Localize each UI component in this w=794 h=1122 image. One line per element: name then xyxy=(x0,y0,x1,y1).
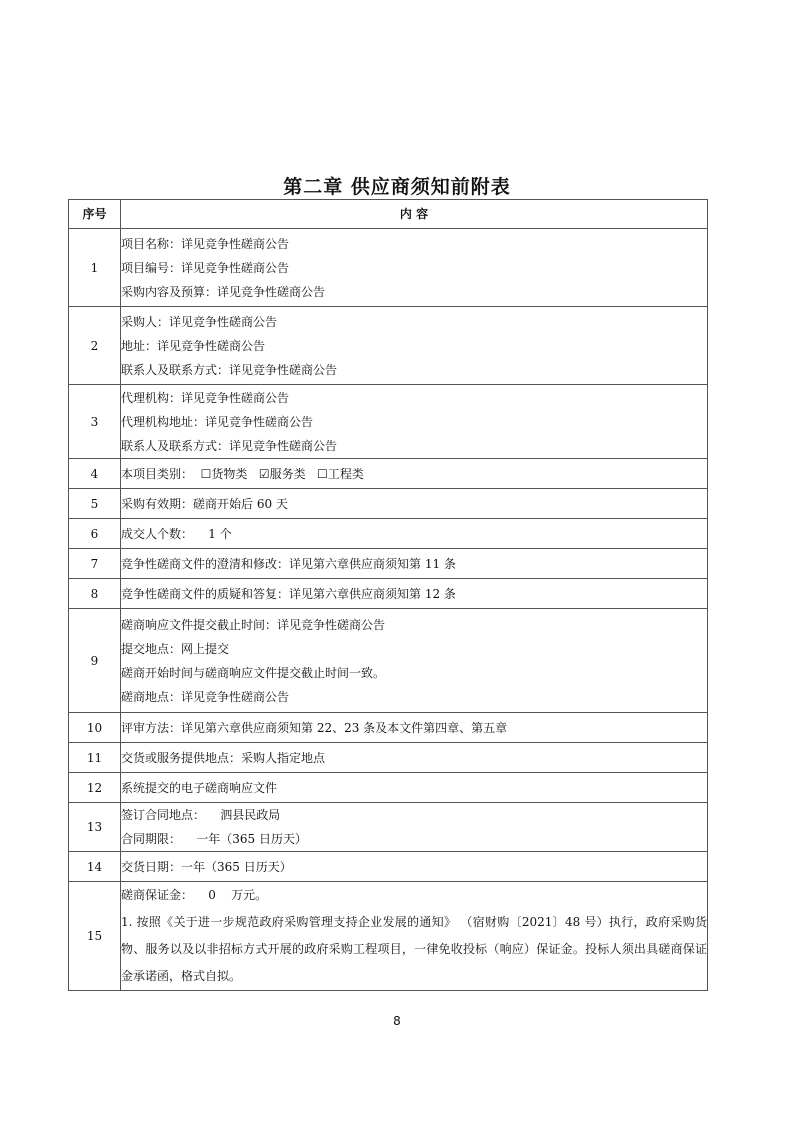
row-number: 14 xyxy=(69,852,121,882)
row-number: 7 xyxy=(69,549,121,579)
category-label: 本项目类别： xyxy=(121,466,194,481)
table-row xyxy=(69,489,708,519)
table-row xyxy=(69,459,708,489)
content-line: 评审方法：详见第六章供应商须知第 22、23 条及本文件第四章、第五章 xyxy=(121,720,508,735)
table-row xyxy=(69,385,708,459)
row-number: 13 xyxy=(69,803,121,852)
content-line: 系统提交的电子磋商响应文件 xyxy=(121,780,278,795)
content-line: 磋商响应文件提交截止时间：详见竞争性磋商公告 xyxy=(121,617,386,632)
content-line: 磋商地点：详见竞争性磋商公告 xyxy=(121,689,290,704)
row-content xyxy=(121,307,708,385)
row-number: 10 xyxy=(69,713,121,743)
checkbox-works[interactable]: ☐ xyxy=(317,466,328,481)
header-content: 内 容 xyxy=(121,200,708,229)
table-row xyxy=(69,579,708,609)
content-line: 合同期限： 一年（365 日历天） xyxy=(121,832,307,846)
content-paragraph: 1. 按照《关于进一步规范政府采购管理支持企业发展的通知》 （宿财购〔2021〕48 号）执行，政府采购货物、服务以及以非招标方式开展的政府采购工程项目，一律免收投标（响应）保证金。投标人须出具磋商保证金承诺函，格式自拟。 xyxy=(121,915,707,983)
page-number: 8 xyxy=(393,1014,401,1028)
row-content xyxy=(121,713,708,743)
content-line: 磋商开始时间与磋商响应文件提交截止时间一致。 xyxy=(121,665,386,680)
row-number: 12 xyxy=(69,773,121,803)
row-number: 2 xyxy=(69,307,121,385)
row-content xyxy=(121,803,708,852)
row-content xyxy=(121,459,708,489)
content-line: 签订合同地点： 泗县民政局 xyxy=(121,808,281,822)
row-number: 3 xyxy=(69,385,121,459)
table-row xyxy=(69,609,708,713)
content-line: 采购有效期：磋商开始后 60 天 xyxy=(121,496,288,511)
table-row xyxy=(69,852,708,882)
table-row xyxy=(69,773,708,803)
row-number: 9 xyxy=(69,609,121,713)
content-line: 项目编号：详见竞争性磋商公告 xyxy=(121,260,290,275)
table-row xyxy=(69,519,708,549)
content-line: 采购人：详见竞争性磋商公告 xyxy=(121,314,278,329)
row-content xyxy=(121,489,708,519)
row-number: 8 xyxy=(69,579,121,609)
table-row xyxy=(69,229,708,307)
table-header-row xyxy=(69,200,708,229)
content-line: 代理机构地址：详见竞争性磋商公告 xyxy=(121,414,314,429)
row-number: 11 xyxy=(69,743,121,773)
content-line: 采购内容及预算：详见竞争性磋商公告 xyxy=(121,284,326,299)
row-number: 1 xyxy=(69,229,121,307)
content-line: 代理机构：详见竞争性磋商公告 xyxy=(121,390,290,405)
content-line: 磋商保证金： 0 万元。 xyxy=(121,888,268,902)
table-row xyxy=(69,713,708,743)
option-services-label: 服务类 xyxy=(269,466,306,481)
checkbox-goods[interactable]: ☐ xyxy=(200,466,212,481)
supplier-notice-table xyxy=(68,199,708,991)
content-line: 联系人及联系方式：详见竞争性磋商公告 xyxy=(121,438,338,453)
checkbox-services[interactable]: ☑ xyxy=(258,466,270,481)
content-line: 竞争性磋商文件的质疑和答复：详见第六章供应商须知第 12 条 xyxy=(121,586,456,601)
table-row xyxy=(69,549,708,579)
header-no: 序号 xyxy=(69,200,121,229)
table-row xyxy=(69,882,708,991)
row-content xyxy=(121,579,708,609)
row-number: 15 xyxy=(69,882,121,991)
row-content xyxy=(121,882,708,991)
row-content xyxy=(121,385,708,459)
content-line: 成交人个数： 1 个 xyxy=(121,526,232,541)
row-content xyxy=(121,852,708,882)
content-line: 交货日期：一年（365 日历天） xyxy=(121,859,292,874)
row-content xyxy=(121,743,708,773)
row-content xyxy=(121,773,708,803)
row-content xyxy=(121,519,708,549)
chapter-title: 第二章 供应商须知前附表 xyxy=(283,176,511,198)
row-number: 5 xyxy=(69,489,121,519)
content-line: 提交地点：网上提交 xyxy=(121,641,230,656)
table-row xyxy=(69,743,708,773)
row-content xyxy=(121,549,708,579)
content-line: 联系人及联系方式：详见竞争性磋商公告 xyxy=(121,362,338,377)
option-works-label: 工程类 xyxy=(327,466,364,481)
content-line: 交货或服务提供地点：采购人指定地点 xyxy=(121,750,326,765)
content-line: 地址：详见竞争性磋商公告 xyxy=(121,338,266,353)
table-row xyxy=(69,307,708,385)
table-row xyxy=(69,803,708,852)
row-content xyxy=(121,609,708,713)
option-goods-label: 货物类 xyxy=(211,466,248,481)
row-number: 6 xyxy=(69,519,121,549)
row-number: 4 xyxy=(69,459,121,489)
row-content xyxy=(121,229,708,307)
content-line: 竞争性磋商文件的澄清和修改：详见第六章供应商须知第 11 条 xyxy=(121,556,456,571)
content-line: 项目名称：详见竞争性磋商公告 xyxy=(121,236,290,251)
